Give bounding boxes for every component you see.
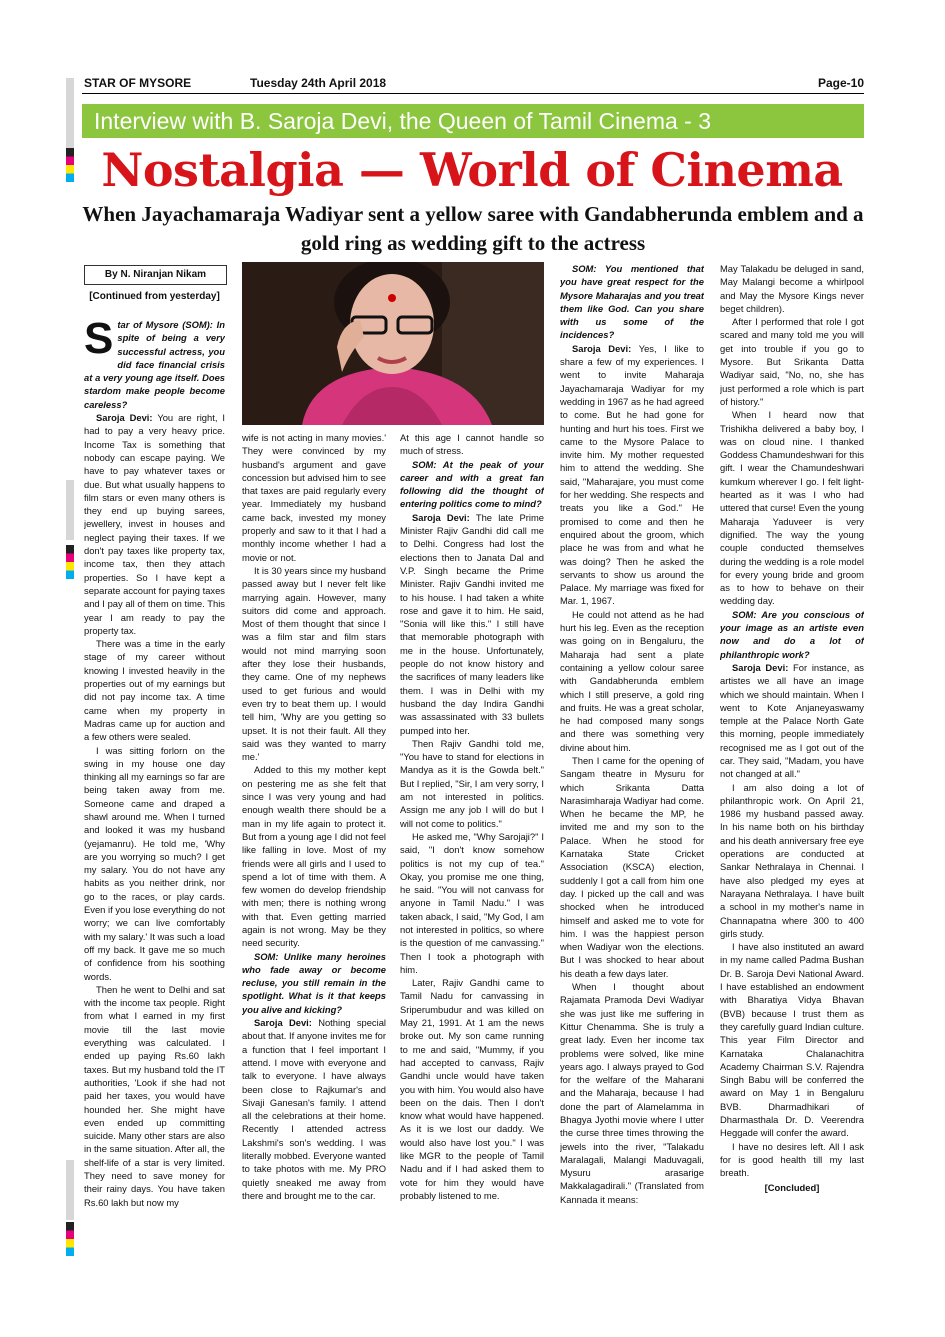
paragraph: He could not attend as he had hurt his leg. Even as the reception was going on in Bengaluru, the Maharaja had sent a plate containing a yellow colour saree with Gandabherunda emblem which I still preserve, a gold ring and fruits. He was a great scholar, he had composed many songs and there was something very divine about him. [560, 608, 704, 753]
headline: Nostalgia — World of Cinema [101, 143, 843, 197]
issue-date: Tuesday 24th April 2018 [250, 76, 387, 90]
paragraph: Nothing special about that. If anyone invites me for a function that I feel important I attend. I move with everyone and talk to everyone. I have always been close to Rajkumar's and Sivaji Ganesan's family. I attend all the celebrations at their home. Recently I attended actress Lakshmi's son's wedding. I was literally mobbed. Everyone wanted to take photos with me. My PRO quietly sneaked me away from there and brought me to the car. [242, 1017, 386, 1201]
question-1: tar of Mysore (SOM): In spite of being a very successful actress, you did face financial crisis at a very young age itself. Does stardom make people become careless? [84, 319, 225, 410]
speaker-label: Saroja Devi: [96, 412, 153, 424]
article-column-2 [242, 431, 386, 1263]
kicker-banner: Interview with B. Saroja Devi, the Queen of Tamil Cinema - 3 [82, 104, 864, 138]
speaker-label: Saroja Devi: [412, 511, 470, 523]
question-3: SOM: At the peak of your career and with a great fan following did the thought of entering politics come to mind? [400, 458, 544, 510]
paragraph: wife is not acting in many movies.' They were convinced by my husband's argument and gave concession but advised him to see that taxes are paid regularly every year. Immediately my husband came back, invested my money properly and saw to it that I had a monthly income whether I had a movie or not. [242, 432, 386, 563]
paragraph: May Talakadu be deluged in sand, May Malangi become a whirlpool and May the Mysore Kings never beget children). [720, 263, 864, 314]
paragraph: Yes, I like to share a few of my experiences. I went to invite Maharaja Jayachamaraja Wadiyar for my wedding in 1967 as he had agreed to come. But he had gone for hunting and hurt his toes. First we came to the Mysore Palace to invite him. My mother requested him to attend the wedding. She said, "Maharajare, you must come for her wedding. She respects and treats you like a God." He promised to come and then he enquired about the groom, which place he was from and what he was doing? Then he asked the servants to show us around the Palace. My marriage was fixed for Mar. 1, 1967. [560, 342, 704, 607]
paragraph: I was sitting forlorn on the swing in my house one day thinking all my earnings so far are being taken away from me. Someone came and draped a shawl around me. When I turned and looked it was my husband (yejamanru). He told me, 'Why are you worrying so much? I get my salary. You do not have any habits as you neither drink, nor go to the races, or play cards. Even if you lose everything do not worry; we can live comfortably with my salary.' It was such a load off my back. It gave me so much of confidence from his soothing words. [84, 744, 225, 982]
question-2: SOM: Unlike many heroines who fade away or become recluse, you still remain in the spotlight. What is it that keeps you alive and kicking? [242, 950, 386, 1015]
concluded-note: [Concluded] [764, 1182, 820, 1194]
question-5: SOM: Are you conscious of your image as an artiste even now and do a lot of philanthropic work? [720, 608, 864, 660]
paragraph: I have also instituted an award in my name called Padma Bushan Dr. B. Saroja Devi National Award. I have established an endowment with Bharatiya Vidya Bhavan (BVB) because I trust them as they carefully guard Indian culture. This year Film Director and Karnataka Chalanachitra Academy Chairman S.V. Rajendra Singh Babu will be conferred the award on May 1 in Bengaluru BVB. Dharmadhikari of Dharmasthala Dr. D. Veerendra Heggade will confer the award. [720, 941, 864, 1139]
header-rule [82, 93, 864, 94]
article-column-5 [720, 262, 864, 1263]
paragraph: For instance, as artistes we all have an image which we should maintain. When I went to Kote Anjaneyaswamy temple at the Palace North Gate this morning, people immediately recognised me as I got out of the car. They said, "Madam, you have not changed at all." [720, 661, 864, 780]
speaker-label: Saroja Devi: [572, 342, 632, 354]
registration-mark [66, 148, 74, 182]
paragraph: I am also doing a lot of philanthropic work. On April 21, 1986 my husband passed away. In his name both on his birthday and his death anniversary free eye operations are conducted at Sankar Nethralaya in Chennai. I have also pledged my eyes at Narayana Nethralaya. I have built a school in my mother's name in Channapatna where 300 to 400 girls study. [720, 781, 864, 939]
portrait-photo [242, 262, 544, 425]
paragraph: When I thought about Rajamata Pramoda Devi Wadiyar she was just like me suffering in Kittur Chenamma. She is truly a great lady. Even her income tax problems were solved, like mine years ago. I always prayed to God for the welfare of the Maharani and the Maharaja, because I had done the part of Alamelamma in Bhagya Jyothi movie where I utter the curse three times throwing the jewels into the river, "Talakadu Maralagali, Malangi Maduvagali, Mysuru arasarige Makkalagadirali." (Translated from Kannada it means: [560, 981, 704, 1205]
byline: By N. Niranjan Nikam [84, 265, 227, 285]
paragraph: Then Rajiv Gandhi told me, "You have to stand for elections in Mandya as it is the Gowda belt." But I replied, "Sir, I am very sorry, I am not interested in politics. Assign me any job I will do but I will not come to politics." [400, 737, 544, 829]
portrait-photo-icon [242, 262, 544, 425]
paragraph: There was a time in the early stage of my career without knowing I invested heavily in the properties out of my earnings but did not pay income tax. A time came when my property in Madras came up for auction and a few others were sealed. [84, 638, 225, 743]
article-column-3 [400, 431, 544, 1263]
paragraph: Then he went to Delhi and sat with the income tax people. Right from what I earned in my first movie till the last movie everything was calculated. I ended up paying Rs.60 lakh taxes. But my husband told the IT authorities, 'Look if she had not paid her taxes, you would have hounded her. She might have even ended up committing suicide. Many other stars are also in the same situation. After all, the shelf-life of a star is very limited. They need to save money for their rainy days. You have taken Rs.60 lakh but now my [84, 983, 225, 1208]
drop-cap: S [84, 318, 114, 363]
article-column-1 [84, 318, 225, 1263]
registration-mark [66, 480, 74, 540]
question-4: SOM: You mentioned that you have great respect for the Mysore Maharajas and you treat them like God. Can you share with us some of the incidences? [560, 263, 704, 341]
registration-mark [66, 1160, 74, 1220]
paper-name: STAR OF MYSORE [84, 76, 192, 90]
subheadline: When Jayachamaraja Wadiyar sent a yellow saree with Gandabherunda emblem and a gold ring as wedding gift to the actress [82, 202, 864, 255]
speaker-label: Saroja Devi: [254, 1017, 312, 1029]
continued-note: [Continued from yesterday] [89, 291, 220, 302]
page-number: Page-10 [817, 76, 864, 90]
paragraph: Later, Rajiv Gandhi came to Tamil Nadu for canvassing in Sriperumbudur and was killed on May 21, 1991. At 1 am the news broke out. My son came running to me and said, "Mummy, if you had accepted to canvass, Rajiv Gandhi uncle would have taken you with him. You would also have been on the dais. Then I don't know what would have happened. As it is we lost our daddy. We would also have lost you." I was like MGR to the people of Tamil Nadu and if I had asked them to vote for him they would have probably listened to me. [400, 977, 544, 1201]
paragraph: It is 30 years since my husband passed away but I never felt like marrying again. However, many suitors did come and approach. Most of them thought that since I was a film star and film stars would not mind marrying soon after they lose their husbands, they came. One of my nephews used to get furious and would even try to beat them up. I would tell him, 'Why are you getting so upset. It is not their fault. All they said was they wanted to marry me.' [242, 564, 386, 763]
paragraph: Added to this my mother kept on pestering me as she felt that since I was very young and had enough wealth there should be a man in my life again to protect it. But from a young age I did not feel like falling in love. Most of my friends were all girls and I used to spend a lot of time with them. A few women do develop friendship with men; there is nothing wrong with that. Even getting married again is not wrong. May be they need security. [242, 764, 386, 949]
paragraph: I have no desires left. All I ask for is good health till my last breath. [720, 1140, 864, 1179]
article-column-4 [560, 262, 704, 1263]
paragraph: He asked me, "Why Sarojaji?" I said, "I don't know somehow politics is not my cup of tea." Okay, you promise me one thing, he said. "You will not canvass for anyone in Tamil Nadu." I was taken aback, I said, "My God, I am not interested in politics, so where is the question of me canvassing." Then I took a photograph with him. [400, 830, 544, 975]
paragraph: At this age I cannot handle so much of stress. [400, 432, 544, 457]
paragraph: After I performed that role I got scared and many told me you will get into trouble if you go to Mysore. But Srikanta Datta Wadiyar said, "No, no, she has just performed a role which is part of history." [720, 316, 864, 407]
paragraph: When I heard now that Trishikha delivered a baby boy, I was on cloud nine. I thanked Goddess Chamundeshwari for this gift. I wear the Chamundeshwari kumkum wherever I go. I felt light-hearted as it was I who had uttered that curse! Even the young Maharaja Yaduveer is very dignified. The way the young couple conducted themselves during the wedding is a role model for every young bride and groom as to how to behave on their wedding day. [720, 409, 864, 607]
paragraph: The late Prime Minister Rajiv Gandhi did call me to Delhi. Congress had lost the elections then to Janata Dal and V.P. Singh became the Prime Minister. Rajiv Gandhi invited me to his house. I had taken a white rose and gave it to him. He said, "Sonia will like this." I still have that memorable photograph with me in the house. Unfortunately, people do not know history and the sacrifices of many leaders like them. I was in Delhi with my husband the day Indira Gandhi was assassinated with 33 bullets pumped into her. [400, 511, 544, 736]
paragraph: You are right, I had to pay a very heavy price. Income Tax is something that nobody can escape paying. We have to pay whatever taxes or due. But what usually happens to film stars or even many others is they end up buying sarees, jewellery, invest in houses and neglect paying their taxes. If we don't pay taxes like property tax, income tax, then they attach properties. So I have kept a separate account for paying taxes and I pay all of them on time. This year I am ready to pay the property tax. [84, 412, 225, 636]
paragraph: Then I came for the opening of Sangam theatre in Mysuru for which Srikanta Datta Narasimharaja Wadiyar had come. When he became the MP, he invited me and my son to the Palace. When he stood for Karnataka State Cricket Association (KSCA) election, suddenly I got a call from him one day. I picked up the call and was shocked when he introduced himself and asked me to vote for him. I was the happiest person when Wadiyar won the elections. But I was shocked to hear about his death a few days later. [560, 754, 704, 979]
registration-mark [66, 1222, 74, 1256]
speaker-label: Saroja Devi: [732, 661, 789, 673]
registration-mark [66, 78, 74, 148]
registration-mark [66, 545, 74, 579]
